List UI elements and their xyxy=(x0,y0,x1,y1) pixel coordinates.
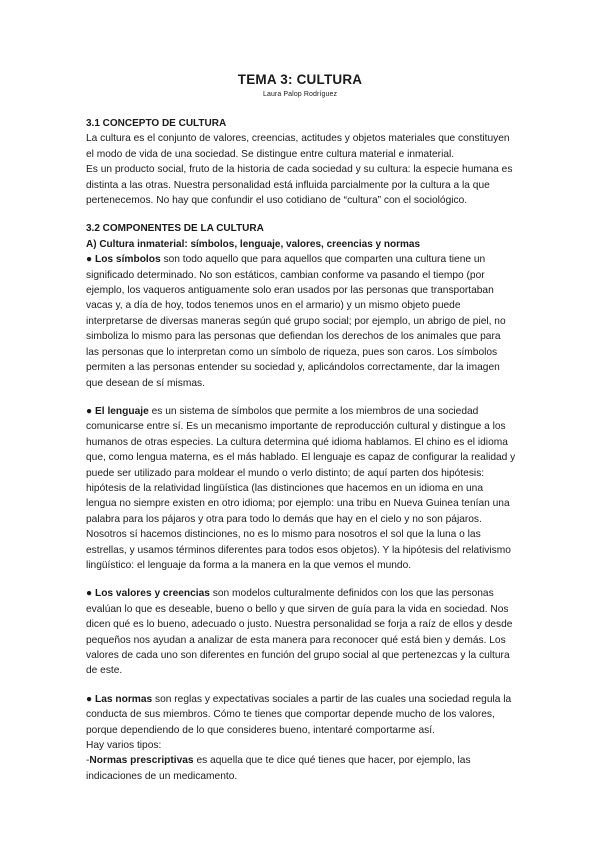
bullet-valores: ● Los valores y creencias son modelos culturalmente definidos con los que las personas evalúan lo que es deseable, bueno o bello y que sirven de guía para la vida en sociedad. Nos dicen qué es lo bueno, adecuado o justo. Nuestra personalidad se forja a raíz de ellos y desde pequeños nos ayudan a analizar de esta manera para reconocer qué está bien y demás. Los valores de cada uno son diferentes en función del grupo social al que pertenezcas y la cultura de este. xyxy=(86,588,513,677)
text: son modelos culturalmente definidos con los que las personas evalúan lo que es deseable, bueno o bello y que sirven de guía para la vida en sociedad. Nos dicen qué es lo bueno, adecuado o justo. Nuestra personalidad se forja a raíz de ellos y desde pequeños nos ayudan a analizar de esta manera para reconocer qué está bien y demás. Los valores de cada uno son diferentes en función del grupo social al que pertenezcas y la cultura de este. xyxy=(86,588,513,677)
section-heading-concepto: 3.1 CONCEPTO DE CULTURA xyxy=(86,118,227,129)
bullet-normas: ● Las normas son reglas y expectativas sociales a partir de las cuales una sociedad regula la conducta de sus miembros. Cómo te tienes que comportar depende mucho de los valores, porque dependiendo de lo que consideres bueno, intentaré comportarme así. xyxy=(86,693,512,736)
text: es aquella que te dice qué tienes que hacer, por ejemplo, las indicaciones de un medicamento. xyxy=(86,755,471,782)
term: Los valores y creencias xyxy=(94,588,210,600)
paragraph: Es un producto social, fruto de la historia de cada sociedad y su cultura: la especie humana es distinta a las otras. Nuestra personalidad está influida parcialmente por la cultura a la que pertenecemos. No hay que confundir el uso cotidiano de “cultura” con el sociológico. xyxy=(86,164,513,207)
term: Normas prescriptivas xyxy=(89,755,194,767)
section-heading-componentes: 3.2 COMPONENTES DE LA CULTURA xyxy=(86,223,264,235)
term: Las normas xyxy=(94,693,153,705)
page-title: TEMA 3: CULTURA xyxy=(237,72,363,87)
paragraph: Hay varios tipos: xyxy=(86,740,162,752)
author-name: Laura Palop Rodríguez xyxy=(262,91,338,98)
text: es un sistema de símbolos que permite a los miembros de una sociedad comunicarse entre sí. Es un mecanismo importante de reproducción cultural y distingue a los humanos de otras especies. La cultura determina qué idioma hablamos. El chino es el idioma que, como lengua materna, es el más hablado. El lenguaje es capaz de configurar la realidad y puede ser utilizado para moldear el mundo o verlo distinto; de aquí parten dos hipótesis: hipótesis de la relatividad lingüística (las distinciones que hacemos en un idioma en una lengua no siempre existen en otro idioma; por ejemplo: una tribu en Nueva Guinea tenían una palabra para los pájaros y otra para todo lo demás que hay en el cielo y no son pájaros. Nosotros sí hacemos distinciones, no es lo mismo para nosotros el sol que la luna o las estrellas, y usamos términos diferentes para todos esos objetos). Y la hipótesis del relativismo lingüístico: el lenguaje da forma a la manera en la que vemos el mundo. xyxy=(86,405,516,571)
paragraph: La cultura es el conjunto de valores, creencias, actitudes y objetos materiales que constituyen el modo de vida de una sociedad. Se distingue entre cultura material e inmaterial. xyxy=(86,133,510,160)
text: son todo aquello que para aquellos que comparten una cultura tiene un significado determinado. No son estáticos, cambian conforme va pasando el tiempo (por ejemplo, los vaqueros antiguamente solo eran usados por las personas que transportaban vacas y, a día de hoy, todos tenemos unos en el armario) y un mismo objeto puede interpretarse de diversas maneras según qué grupo social; por ejemplo, un abrigo de piel, no simboliza lo mismo para las personas que defiendan los derechos de los animales que para las personas que lo interpretan como un símbolo de riqueza, pues son caros. Los símbolos permiten a las personas entender su sociedad y, aplicándolos correctamente, dar la imagen que desean de sí mismas. xyxy=(86,254,506,389)
list-item-prescriptivas: -Normas prescriptivas es aquella que te dice qué tienes que hacer, por ejemplo, las indicaciones de un medicamento. xyxy=(86,755,471,782)
term: El lenguaje xyxy=(94,405,149,417)
document-body xyxy=(86,116,516,784)
term: Los símbolos xyxy=(94,254,161,266)
bullet-simbolos: ● Los símbolos son todo aquello que para aquellos que comparten una cultura tiene un significado determinado. No son estáticos, cambian conforme va pasando el tiempo (por ejemplo, los vaqueros antiguamente solo eran usados por las personas que transportaban vacas y, a día de hoy, todos tenemos unos en el armario) y un mismo objeto puede interpretarse de diversas maneras según qué grupo social; por ejemplo, un abrigo de piel, no simboliza lo mismo para las personas que defiendan los derechos de los animales que para las personas que lo interpretan como un símbolo de riqueza, pues son caros. Los símbolos permiten a las personas entender su sociedad y, aplicándolos correctamente, dar la imagen que desean de sí mismas. xyxy=(86,254,506,389)
bullet-lenguaje: ● El lenguaje es un sistema de símbolos que permite a los miembros de una sociedad comunicarse entre sí. Es un mecanismo importante de reproducción cultural y distingue a los humanos de otras especies. La cultura determina qué idioma hablamos. El chino es el idioma que, como lengua materna, es el más hablado. El lenguaje es capaz de configurar la realidad y puede ser utilizado para moldear el mundo o verlo distinto; de aquí parten dos hipótesis: hipótesis de la relatividad lingüística (las distinciones que hacemos en un idioma en una lengua no siempre existen en otro idioma; por ejemplo: una tribu en Nueva Guinea tenían una palabra para los pájaros y otra para todo lo demás que hay en el cielo y no son pájaros. Nosotros sí hacemos distinciones, no es lo mismo para nosotros el sol que la luna o las estrellas, y usamos términos diferentes para todos esos objetos). Y la hipótesis del relativismo lingüístico: el lenguaje da forma a la manera en la que vemos el mundo. xyxy=(86,405,516,571)
text: son reglas y expectativas sociales a partir de las cuales una sociedad regula la conducta de sus miembros. Cómo te tienes que comportar depende mucho de los valores, porque dependiendo de lo que consideres bueno, intentaré comportarme así. xyxy=(86,693,512,736)
subsection-heading: A) Cultura inmaterial: símbolos, lenguaje, valores, creencias y normas xyxy=(86,238,421,250)
